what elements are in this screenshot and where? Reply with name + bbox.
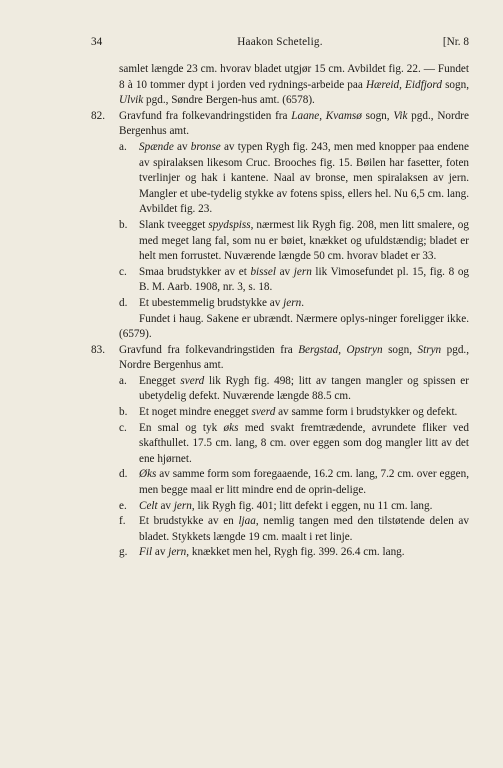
- item-text: Øks av samme form som foregaaende, 16.2 cm. lang, 7.2 cm. over eggen, men begge maal er litt mindre end de oprin-delige.: [139, 468, 469, 497]
- running-title: Haakon Schetelig.: [237, 36, 323, 48]
- entry-text: Gravfund fra folkevandringstiden fra Laane, Kvamsø sogn, Vik pgd., Nordre Bergenhus amt.: [119, 109, 469, 138]
- item-letter: f.: [119, 515, 126, 528]
- catalog-item: [91, 265, 469, 296]
- catalog-item: [91, 374, 469, 405]
- entry-number: 83.: [91, 343, 105, 356]
- page-body: [91, 62, 469, 561]
- item-text: Spænde av bronse av typen Rygh fig. 243, men med knopper paa endene av spiralaksen likesom Cruc. Brooches fig. 15. Bøilen har fasetter, foten tverlinjer og hak i kantene. Naal av bronse, men spiralaksen av jern. Mangler et ube-tydelig stykke av fotens spiss, ellers hel. Nu 6,5 cm. lang. Avbildet fig. 23.: [139, 140, 469, 216]
- catalog-item: [91, 140, 469, 218]
- continued-paragraph: samlet længde 23 cm. hvorav bladet utgjør 15 cm. Avbildet fig. 22. — Fundet 8 à 10 tommer dypt i jorden ved rydnings-arbeide paa Hæreid, Eidfjord sogn, Ulvik pgd., Søndre Bergen-hus amt. (6578).: [119, 63, 470, 107]
- item-letter: b.: [119, 218, 128, 231]
- item-letter: c.: [119, 421, 127, 434]
- item-text: Et noget mindre enegget sverd av samme form i brudstykker og defekt.: [139, 406, 458, 419]
- catalog-entry: [91, 343, 469, 374]
- entry-text: Gravfund fra folkevandringstiden fra Bergstad, Opstryn sogn, Stryn pgd., Nordre Bergenhus amt.: [119, 343, 470, 372]
- item-text: En smal og tyk øks med svakt fremtrædende, avrundete fliker ved skafthullet. 17.5 cm. lang, 8 cm. over eggen som dog mangler litt av det ene hjørnet.: [139, 421, 469, 465]
- series-number: [Nr. 8: [442, 36, 469, 48]
- page-number: 34: [91, 36, 103, 48]
- item-letter: a.: [119, 140, 127, 153]
- item-text: Enegget sverd lik Rygh fig. 498; litt av tangen mangler og spissen er ubetydelig defekt. Nuværende længde 88.5 cm.: [139, 374, 470, 403]
- entry-number: 82.: [91, 109, 105, 122]
- item-letter: c.: [119, 265, 127, 278]
- running-header: [91, 36, 469, 50]
- item-text: Et brudstykke av en ljaa, nemlig tangen med den tilstøtende delen av bladet. Stykkets længde 19 cm. maalt i ret linje.: [139, 515, 469, 543]
- item-letter: e.: [119, 499, 127, 512]
- item-text: Et ubestemmelig brudstykke av jern.: [139, 296, 304, 309]
- item-letter: a.: [119, 374, 127, 387]
- catalog-item: [91, 421, 469, 468]
- item-letter: b.: [119, 406, 128, 419]
- item-text: Smaa brudstykker av et bissel av jern lik Vimosefundet pl. 15, fig. 8 og B. M. Aarb. 1908, nr. 3, s. 18.: [139, 265, 470, 294]
- item-text: Slank tveegget spydspiss, nærmest lik Rygh fig. 208, men litt smalere, og med meget lang fal, som nu er bøiet, knækket og ufuldstændig; bladet er helt men forrustet. Nuværende længde 50 cm. hvorav bladet er 33.: [139, 218, 469, 263]
- catalog-item: [91, 499, 469, 515]
- catalog-item: [91, 218, 469, 265]
- item-text: Celt av jern, lik Rygh fig. 401; litt defekt i eggen, nu 11 cm. lang.: [139, 499, 433, 512]
- catalog-entry: [91, 109, 469, 140]
- catalog-item: [91, 296, 469, 312]
- catalog-item: [91, 545, 469, 561]
- catalog-item: [91, 514, 469, 545]
- item-letter: g.: [119, 546, 128, 559]
- find-note: Fundet i haug. Sakene er ubrændt. Nærmere oplys-ninger foreligger ikke. (6579).: [119, 312, 469, 341]
- catalog-item: [91, 467, 469, 498]
- catalog-item: [91, 405, 469, 421]
- item-text: Fil av jern, knækket men hel, Rygh fig. 399. 26.4 cm. lang.: [139, 546, 405, 559]
- item-letter: d.: [119, 296, 128, 309]
- item-letter: d.: [119, 468, 128, 481]
